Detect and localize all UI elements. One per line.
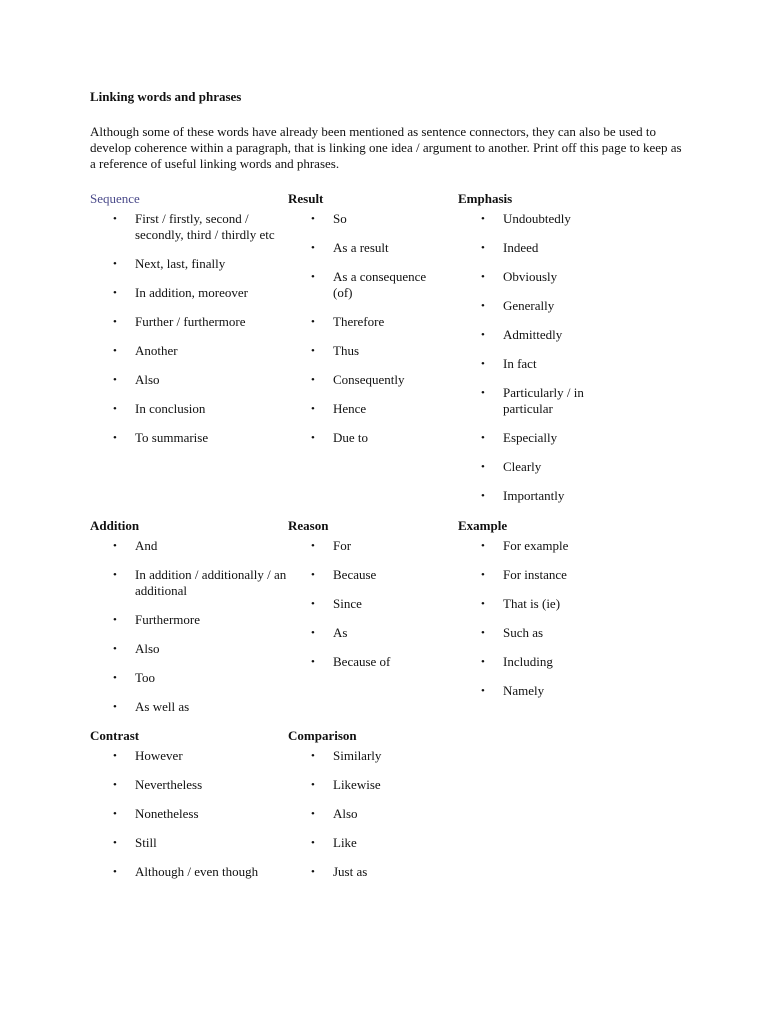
section-reason (288, 518, 443, 683)
bullet-icon: • (113, 569, 117, 581)
list-item: • That is (ie) (481, 596, 561, 611)
list-item: • Especially (481, 430, 558, 445)
list-item: • Also (113, 641, 160, 656)
section-heading-emphasis: Emphasis (458, 191, 513, 206)
list-item: • Therefore (311, 314, 385, 329)
bullet-icon: • (113, 808, 117, 820)
list-item: • Furthermore (113, 612, 200, 627)
section-heading-addition: Addition (90, 518, 140, 533)
page-title: Linking words and phrases (90, 89, 242, 104)
bullet-icon: • (481, 271, 485, 283)
bullet-icon: • (113, 287, 117, 299)
bullet-icon: • (113, 345, 117, 357)
section-heading-reason: Reason (288, 518, 329, 533)
list-item: • As (311, 625, 348, 640)
list-item: • Although / even though (113, 864, 259, 879)
section-heading-result: Result (288, 191, 324, 206)
bullet-icon: • (481, 387, 485, 399)
bullet-icon: • (481, 569, 485, 581)
list-item: • Next, last, finally (113, 256, 226, 271)
bullet-icon: • (113, 540, 117, 552)
bullet-icon: • (113, 614, 117, 626)
list-item: • In addition, moreover (113, 285, 248, 300)
bullet-icon: • (311, 569, 315, 581)
bullet-icon: • (311, 271, 315, 283)
list-item: • First / firstly, second / secondly, third / thirdly etc (113, 211, 275, 242)
bullet-icon: • (311, 403, 315, 415)
bullet-icon: • (311, 866, 315, 878)
list-item: • Including (481, 654, 553, 669)
bullet-icon: • (113, 779, 117, 791)
bullet-icon: • (311, 432, 315, 444)
list-item: • Still (113, 835, 157, 850)
list-item: • Too (113, 670, 156, 685)
list-item: • Like (311, 835, 357, 850)
list-item: • As a result (311, 240, 389, 255)
bullet-icon: • (481, 300, 485, 312)
bullet-icon: • (311, 316, 315, 328)
bullet-icon: • (113, 432, 117, 444)
bullet-icon: • (311, 656, 315, 668)
intro-paragraph: Although some of these words have already been mentioned as sentence connectors, they can also be used to develop coherence within a paragraph, that is linking one idea / argument to another. Print off this page to keep as a reference of useful linking words and phrases. (90, 124, 682, 171)
list-item: • As well as (113, 699, 190, 714)
list-item: • To summarise (113, 430, 209, 445)
list-item: • However (113, 748, 183, 763)
list-item: • Hence (311, 401, 367, 416)
list-item: • Also (113, 372, 160, 387)
bullet-icon: • (481, 358, 485, 370)
list-item: • Consequently (311, 372, 405, 387)
list-item: • Undoubtedly (481, 211, 571, 226)
bullet-icon: • (481, 432, 485, 444)
section-heading-example: Example (458, 518, 508, 533)
section-heading-sequence: Sequence (90, 191, 140, 206)
list-item: • For example (481, 538, 569, 553)
bullet-icon: • (113, 750, 117, 762)
bullet-icon: • (113, 316, 117, 328)
bullet-icon: • (481, 598, 485, 610)
list-item: • Importantly (481, 488, 565, 503)
bullet-icon: • (311, 837, 315, 849)
list-item: • And (113, 538, 158, 553)
bullet-icon: • (311, 374, 315, 386)
list-item: • Just as (311, 864, 368, 879)
list-item: • Obviously (481, 269, 558, 284)
bullet-icon: • (481, 685, 485, 697)
list-item: • Due to (311, 430, 369, 445)
bullet-icon: • (113, 258, 117, 270)
list-item: • For instance (481, 567, 567, 582)
list-item: • For (311, 538, 352, 553)
section-example (458, 518, 608, 712)
bullet-icon: • (113, 403, 117, 415)
bullet-icon: • (113, 866, 117, 878)
section-contrast (90, 728, 290, 893)
bullet-icon: • (113, 643, 117, 655)
bullet-icon: • (311, 750, 315, 762)
list-item: • Clearly (481, 459, 542, 474)
list-item: • In addition / additionally / an additional (113, 567, 287, 598)
list-item: • Also (311, 806, 358, 821)
bullet-icon: • (481, 461, 485, 473)
section-emphasis (458, 191, 608, 517)
list-item: • In conclusion (113, 401, 206, 416)
bullet-icon: • (481, 329, 485, 341)
list-item: • So (311, 211, 347, 226)
bullet-icon: • (311, 779, 315, 791)
bullet-icon: • (311, 213, 315, 225)
bullet-icon: • (481, 242, 485, 254)
list-item: • Because of (311, 654, 391, 669)
list-item: • In fact (481, 356, 537, 371)
bullet-icon: • (311, 627, 315, 639)
list-item: • Admittedly (481, 327, 563, 342)
section-heading-comparison: Comparison (288, 728, 357, 743)
bullet-icon: • (311, 242, 315, 254)
list-item: • Similarly (311, 748, 382, 763)
bullet-icon: • (113, 213, 117, 225)
bullet-icon: • (113, 374, 117, 386)
list-item: • Since (311, 596, 362, 611)
bullet-icon: • (481, 627, 485, 639)
bullet-icon: • (311, 808, 315, 820)
bullet-icon: • (481, 656, 485, 668)
section-heading-contrast: Contrast (90, 728, 140, 743)
list-item: • As a consequence (of) (311, 269, 427, 300)
list-item: • Another (113, 343, 178, 358)
bullet-icon: • (481, 540, 485, 552)
section-comparison (288, 728, 443, 893)
section-addition (90, 518, 290, 728)
list-item: • Likewise (311, 777, 381, 792)
bullet-icon: • (113, 672, 117, 684)
list-item: • Further / furthermore (113, 314, 246, 329)
bullet-icon: • (311, 598, 315, 610)
list-item: • Thus (311, 343, 359, 358)
bullet-icon: • (481, 490, 485, 502)
section-sequence (90, 191, 290, 459)
list-item: • Indeed (481, 240, 539, 255)
list-item: • Generally (481, 298, 555, 313)
list-item: • Namely (481, 683, 545, 698)
list-item: • Because (311, 567, 377, 582)
bullet-icon: • (311, 345, 315, 357)
bullet-icon: • (113, 701, 117, 713)
bullet-icon: • (113, 837, 117, 849)
list-item: • Nevertheless (113, 777, 203, 792)
list-item: • Such as (481, 625, 544, 640)
section-result (288, 191, 443, 459)
bullet-icon: • (481, 213, 485, 225)
bullet-icon: • (311, 540, 315, 552)
list-item: • Particularly / in particular (481, 385, 584, 416)
list-item: • Nonetheless (113, 806, 199, 821)
